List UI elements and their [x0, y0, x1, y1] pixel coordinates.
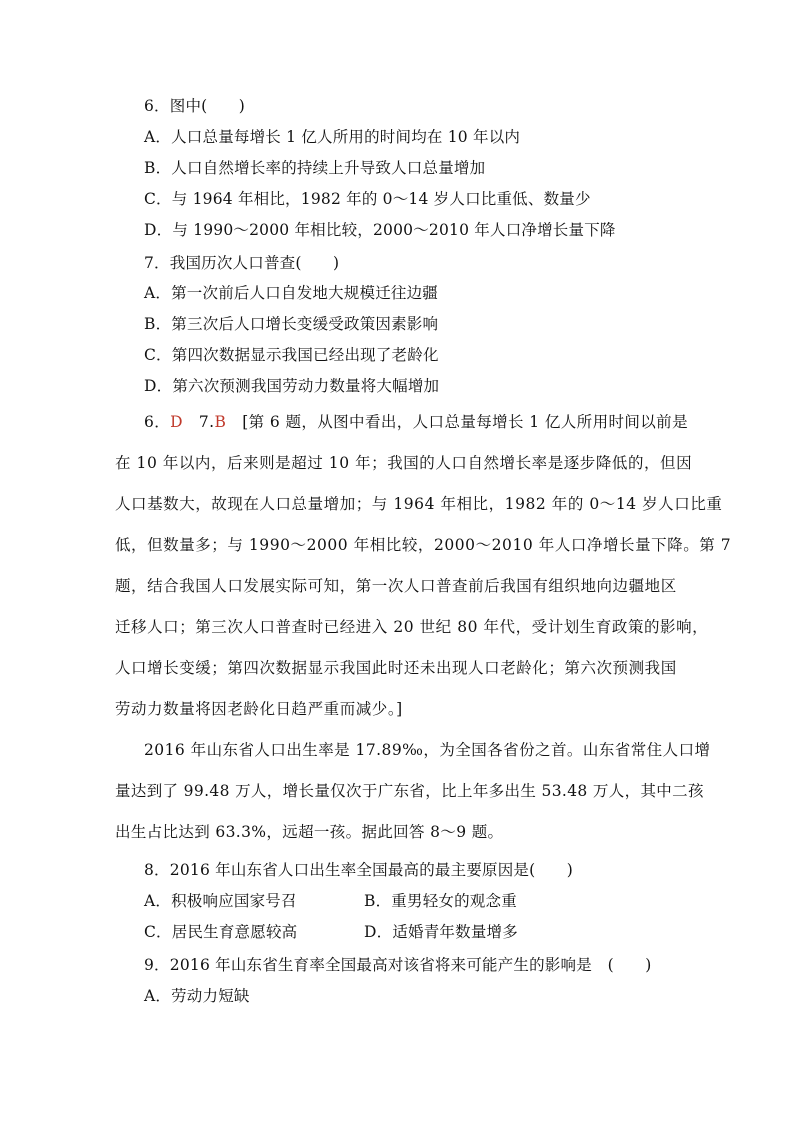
answer-line: 人口增长变缓；第四次数据显示我国此时还未出现人口老龄化；第六次预测我国	[115, 659, 677, 677]
question-8-option-d: D．适婚青年数量增多	[364, 923, 518, 941]
answer-line: 低，但数量多；与 1990～2000 年相比较，2000～2010 年人口净增长量下降。第 7	[115, 536, 732, 554]
answer-separator: 7.	[183, 413, 215, 431]
answer-line: 迁移人口；第三次人口普查时已经进入 20 世纪 80 年代，受计划生育政策的影响，	[115, 618, 709, 636]
answer-explanation-start: [第 6 题，从图中看出，人口总量每增长 1 亿人所用时间以前是	[226, 413, 688, 431]
question-8-option-c: C．居民生育意愿较高	[144, 923, 298, 941]
answer-6-key: D	[170, 413, 183, 431]
question-7-stem: 7．我国历次人口普查( )	[144, 254, 340, 272]
passage-line: 量达到了 99.48 万人，增长量仅次于广东省，比上年多出生 53.48 万人，其中二孩	[115, 782, 704, 800]
answer-first-line	[144, 412, 688, 432]
question-8-option-a: A．积极响应国家号召	[144, 892, 297, 910]
question-9-stem: 9．2016 年山东省生育率全国最高对该省将来可能产生的影响是 ( )	[144, 956, 652, 974]
question-6-option-b: B．人口自然增长率的持续上升导致人口总量增加	[144, 159, 486, 177]
question-8-option-b: B．重男轻女的观念重	[364, 892, 517, 910]
question-6-option-c: C．与 1964 年相比，1982 年的 0～14 岁人口比重低、数量少	[144, 190, 591, 208]
question-7-option-c: C．第四次数据显示我国已经出现了老龄化	[144, 346, 439, 364]
question-6-option-a: A．人口总量每增长 1 亿人所用的时间均在 10 年以内	[144, 128, 521, 146]
question-7-option-d: D．第六次预测我国劳动力数量将大幅增加	[144, 377, 440, 395]
answer-7-key: B	[214, 413, 227, 431]
question-6-option-d: D．与 1990～2000 年相比较，2000～2010 年人口净增长量下降	[144, 221, 616, 239]
question-6-stem: 6．图中( )	[144, 97, 246, 115]
answer-line: 题，结合我国人口发展实际可知，第一次人口普查前后我国有组织地向边疆地区	[115, 577, 677, 595]
passage-line: 出生占比达到 63.3%，远超一孩。据此回答 8～9 题。	[115, 823, 504, 841]
question-7-option-a: A．第一次前后人口自发地大规模迁往边疆	[144, 284, 438, 302]
question-8-stem: 8．2016 年山东省人口出生率全国最高的最主要原因是( )	[144, 861, 574, 879]
answer-line: 劳动力数量将因老龄化日趋严重而减少。]	[115, 700, 403, 718]
question-7-option-b: B．第三次后人口增长变缓受政策因素影响	[144, 315, 439, 333]
answer-line: 人口基数大，故现在人口总量增加；与 1964 年相比，1982 年的 0～14 岁人口比重	[115, 495, 723, 513]
answer-prefix: 6．	[144, 413, 171, 431]
answer-line: 在 10 年以内，后来则是超过 10 年；我国的人口自然增长率是逐步降低的，但因	[115, 454, 693, 472]
question-9-option-a: A．劳动力短缺	[144, 987, 250, 1005]
passage-line: 2016 年山东省人口出生率是 17.89‰，为全国各省份之首。山东省常住人口增	[144, 741, 711, 759]
